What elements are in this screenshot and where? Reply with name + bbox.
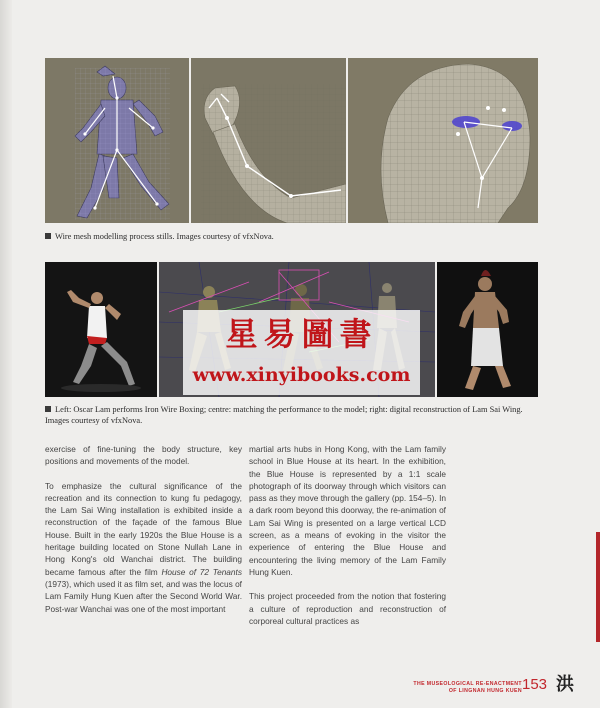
watermark-title: 星易圖書 [225,315,378,353]
body-paragraph [45,480,242,615]
caption-bullet-square [45,233,51,239]
top-figure-caption [45,231,545,242]
body-paragraph-text: To emphasize the cultural significance of the recreation and its connection to kung fu pedagogy, the Lam Sai Wing installation is exhibited inside a reconstruction of the façade of the famous Blue House. Built in the early 1920s the Blue House is a heritage building located on Stone Nullah Lane in Hong Kong's old Wanchai district. The building became famous after the film [45,480,242,577]
body-paragraph: This project proceeded from the notion that fostering a culture of reproduction and reconstruction of corporeal cultural practices as [249,591,446,626]
page-number: 153 [522,676,548,693]
middle-caption-text: Left: Oscar Lam performs Iron Wire Boxing; centre: matching the performance to the model; right: digital reconstruction of Lam Sai Wing. Images courtesy of vfxNova. [45,405,523,425]
publisher-watermark [183,310,420,395]
body-column-right [249,443,446,639]
caption-bullet-square [45,406,51,412]
watermark-url: www.xinyibooks.com [192,364,411,386]
running-title-line: THE MUSEOLOGICAL RE-ENACTMENT [413,681,522,687]
body-paragraph-text: (1973), which used it as film set, and was the locus of Lam Family Hung Kuen after the Second World War. Post-war Wanchai was one of the most important [45,578,242,614]
chapter-tab [596,532,600,642]
photo-oscar-lam-iron-wire-boxing [45,262,157,397]
wire-mesh-body-still [45,58,189,223]
film-title: House of 72 Tenants [161,566,242,577]
top-caption-text: Wire mesh modelling process stills. Images courtesy of vfxNova. [55,232,274,241]
hung-kuen-logo: 洪 [556,674,574,695]
wire-mesh-arm-still [191,58,346,223]
body-paragraph: martial arts hubs in Hong Kong, with the Lam family school in Blue House at its heart. In the exhibition, the Blue House is represented by a 1:1 scale photograph of its doorway through which visitors can pass as they move through the gallery (pp. 154–5). In a dark room beyond this doorway, the re-animation of Lam Sai Wing is presented on a large vertical LCD screen, as a means of evoking in the visitor the experience of entering the Blue House and encountering the living memory of the Lam Family Hung Kuen. [249,444,446,577]
body-column-left [45,443,242,627]
middle-figure-caption [45,404,545,426]
running-title [400,681,522,695]
page-binding-edge [0,0,12,708]
photo-digital-reconstruction-lam-sai-wing [437,262,538,397]
running-title-line: OF LINGNAN HUNG KUEN [448,688,522,694]
body-paragraph: exercise of fine-tuning the body structure, key positions and movements of the model. [45,444,242,467]
wire-mesh-head-still [348,58,538,223]
